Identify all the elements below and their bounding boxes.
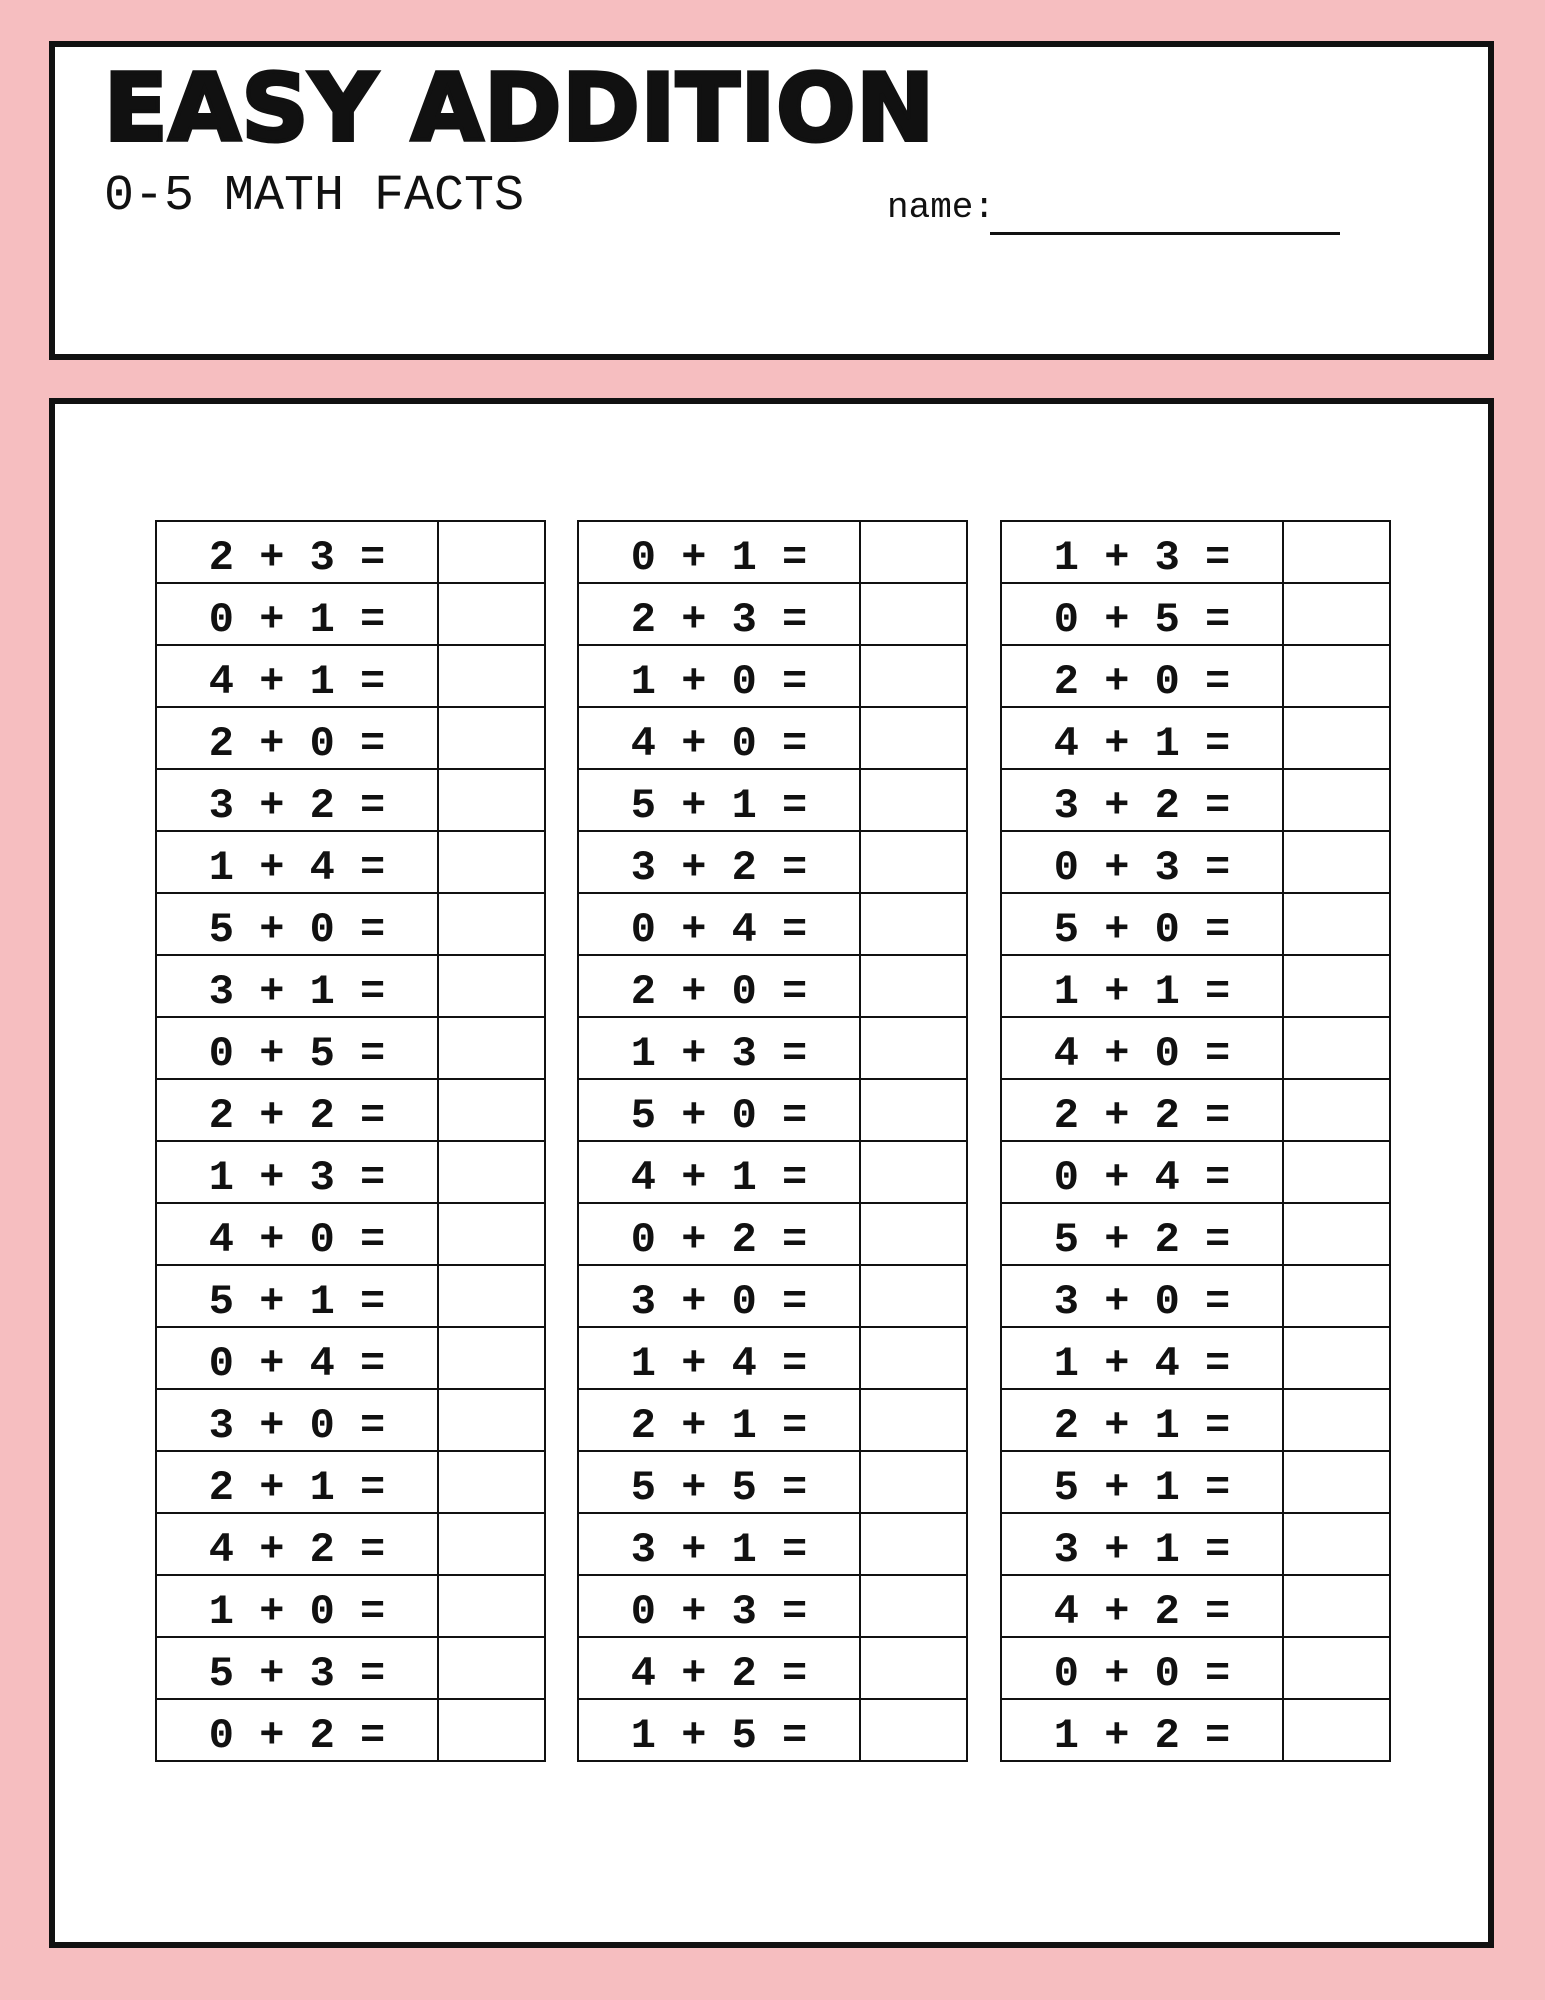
problem-text: 1 + 3 =	[1001, 521, 1283, 583]
problem-row	[1001, 955, 1390, 1017]
problem-text: 2 + 1 =	[578, 1389, 860, 1451]
problem-column-1	[155, 520, 546, 1762]
answer-box[interactable]	[1283, 1575, 1390, 1637]
problem-row	[156, 955, 545, 1017]
problem-row	[156, 521, 545, 583]
problem-text: 4 + 2 =	[1001, 1575, 1283, 1637]
problem-row	[578, 1513, 967, 1575]
problem-text: 4 + 0 =	[156, 1203, 438, 1265]
problem-row	[578, 1699, 967, 1761]
answer-box[interactable]	[1283, 831, 1390, 893]
name-label: name:	[887, 187, 996, 228]
problem-row	[1001, 1451, 1390, 1513]
problem-row	[1001, 1513, 1390, 1575]
problem-row	[1001, 1017, 1390, 1079]
answer-box[interactable]	[860, 1389, 967, 1451]
problem-text: 2 + 2 =	[1001, 1079, 1283, 1141]
answer-box[interactable]	[438, 1513, 545, 1575]
problem-text: 4 + 2 =	[578, 1637, 860, 1699]
answer-box[interactable]	[1283, 769, 1390, 831]
answer-box[interactable]	[860, 769, 967, 831]
answer-box[interactable]	[1283, 645, 1390, 707]
problem-text: 1 + 4 =	[156, 831, 438, 893]
problem-text: 3 + 1 =	[578, 1513, 860, 1575]
answer-box[interactable]	[860, 893, 967, 955]
problem-text: 0 + 4 =	[578, 893, 860, 955]
problem-row	[578, 1451, 967, 1513]
problem-row	[156, 1327, 545, 1389]
problem-text: 4 + 0 =	[578, 707, 860, 769]
problem-text: 0 + 0 =	[1001, 1637, 1283, 1699]
problem-text: 3 + 1 =	[156, 955, 438, 1017]
problem-row	[578, 831, 967, 893]
problem-text: 0 + 2 =	[156, 1699, 438, 1761]
answer-box[interactable]	[1283, 1389, 1390, 1451]
problem-text: 5 + 1 =	[578, 769, 860, 831]
answer-box[interactable]	[438, 1017, 545, 1079]
problem-row	[1001, 1141, 1390, 1203]
problem-text: 5 + 1 =	[156, 1265, 438, 1327]
answer-box[interactable]	[860, 521, 967, 583]
problem-row	[156, 1079, 545, 1141]
answer-box[interactable]	[438, 1141, 545, 1203]
answer-box[interactable]	[438, 1265, 545, 1327]
problem-text: 0 + 2 =	[578, 1203, 860, 1265]
problem-row	[156, 1203, 545, 1265]
answer-box[interactable]	[860, 1141, 967, 1203]
answer-box[interactable]	[860, 831, 967, 893]
answer-box[interactable]	[438, 645, 545, 707]
problem-row	[1001, 1327, 1390, 1389]
problem-row	[578, 1141, 967, 1203]
problem-row	[156, 583, 545, 645]
problem-text: 2 + 3 =	[156, 521, 438, 583]
answer-box[interactable]	[438, 893, 545, 955]
problem-row	[578, 1637, 967, 1699]
problem-row	[1001, 1265, 1390, 1327]
answer-box[interactable]	[438, 583, 545, 645]
answer-box[interactable]	[438, 1079, 545, 1141]
problem-row	[578, 1575, 967, 1637]
problem-text: 5 + 5 =	[578, 1451, 860, 1513]
problem-text: 3 + 2 =	[156, 769, 438, 831]
answer-box[interactable]	[438, 1575, 545, 1637]
problem-row	[156, 1389, 545, 1451]
problem-row	[578, 955, 967, 1017]
answer-box[interactable]	[860, 645, 967, 707]
problem-text: 1 + 0 =	[156, 1575, 438, 1637]
problem-text: 2 + 0 =	[1001, 645, 1283, 707]
answer-box[interactable]	[1283, 1699, 1390, 1761]
problem-row	[578, 769, 967, 831]
answer-box[interactable]	[438, 1389, 545, 1451]
problem-row	[1001, 893, 1390, 955]
answer-box[interactable]	[438, 521, 545, 583]
answer-box[interactable]	[860, 707, 967, 769]
problem-text: 0 + 3 =	[578, 1575, 860, 1637]
problem-text: 1 + 3 =	[578, 1017, 860, 1079]
problem-text: 4 + 1 =	[156, 645, 438, 707]
problem-text: 1 + 5 =	[578, 1699, 860, 1761]
answer-box[interactable]	[1283, 1513, 1390, 1575]
answer-box[interactable]	[1283, 1265, 1390, 1327]
problem-row	[1001, 1389, 1390, 1451]
answer-box[interactable]	[1283, 583, 1390, 645]
problem-text: 5 + 2 =	[1001, 1203, 1283, 1265]
problem-row	[1001, 521, 1390, 583]
problem-text: 4 + 1 =	[578, 1141, 860, 1203]
answer-box[interactable]	[438, 1699, 545, 1761]
problem-text: 5 + 0 =	[1001, 893, 1283, 955]
answer-box[interactable]	[1283, 893, 1390, 955]
problem-row	[1001, 1203, 1390, 1265]
problem-text: 0 + 4 =	[1001, 1141, 1283, 1203]
answer-box[interactable]	[1283, 955, 1390, 1017]
problem-text: 3 + 2 =	[1001, 769, 1283, 831]
problem-text: 3 + 0 =	[578, 1265, 860, 1327]
answer-box[interactable]	[1283, 521, 1390, 583]
answer-box[interactable]	[860, 1451, 967, 1513]
problem-text: 1 + 4 =	[1001, 1327, 1283, 1389]
problem-text: 3 + 1 =	[1001, 1513, 1283, 1575]
answer-box[interactable]	[860, 1513, 967, 1575]
problem-row	[156, 1699, 545, 1761]
answer-box[interactable]	[860, 1699, 967, 1761]
answer-box[interactable]	[860, 1637, 967, 1699]
problem-row	[1001, 1699, 1390, 1761]
problem-text: 4 + 2 =	[156, 1513, 438, 1575]
problem-row	[578, 1327, 967, 1389]
problem-row	[156, 707, 545, 769]
answer-box[interactable]	[1283, 1451, 1390, 1513]
problem-text: 2 + 3 =	[578, 583, 860, 645]
answer-box[interactable]	[860, 1017, 967, 1079]
name-field[interactable]	[990, 232, 1340, 235]
problem-row	[578, 1017, 967, 1079]
problem-text: 1 + 4 =	[578, 1327, 860, 1389]
problem-text: 0 + 3 =	[1001, 831, 1283, 893]
problem-text: 5 + 0 =	[578, 1079, 860, 1141]
problem-row	[156, 1513, 545, 1575]
answer-box[interactable]	[860, 583, 967, 645]
problem-row	[156, 1017, 545, 1079]
problem-text: 5 + 0 =	[156, 893, 438, 955]
problem-text: 5 + 1 =	[1001, 1451, 1283, 1513]
answer-box[interactable]	[1283, 1203, 1390, 1265]
problem-row	[156, 1141, 545, 1203]
problem-row	[1001, 583, 1390, 645]
answer-box[interactable]	[860, 1575, 967, 1637]
problem-text: 1 + 0 =	[578, 645, 860, 707]
problem-row	[1001, 1637, 1390, 1699]
problem-row	[578, 1265, 967, 1327]
problem-text: 0 + 1 =	[156, 583, 438, 645]
problem-row	[578, 521, 967, 583]
problem-row	[1001, 831, 1390, 893]
problem-row	[156, 1637, 545, 1699]
answer-box[interactable]	[438, 955, 545, 1017]
answer-box[interactable]	[860, 1265, 967, 1327]
problem-text: 3 + 0 =	[1001, 1265, 1283, 1327]
problem-row	[578, 583, 967, 645]
worksheet-subtitle: 0-5 MATH FACTS	[104, 168, 525, 225]
problem-row	[578, 645, 967, 707]
problem-text: 2 + 0 =	[156, 707, 438, 769]
problem-text: 2 + 0 =	[578, 955, 860, 1017]
answer-box[interactable]	[438, 1637, 545, 1699]
answer-box[interactable]	[438, 769, 545, 831]
problem-text: 1 + 2 =	[1001, 1699, 1283, 1761]
answer-box[interactable]	[438, 1203, 545, 1265]
problem-row	[578, 1079, 967, 1141]
problem-text: 0 + 5 =	[1001, 583, 1283, 645]
problem-column-2	[577, 520, 968, 1762]
answer-box[interactable]	[860, 1203, 967, 1265]
answer-box[interactable]	[1283, 1637, 1390, 1699]
problem-row	[156, 1451, 545, 1513]
answer-box[interactable]	[1283, 1327, 1390, 1389]
problem-text: 1 + 3 =	[156, 1141, 438, 1203]
problem-text: 2 + 1 =	[156, 1451, 438, 1513]
problem-row	[156, 831, 545, 893]
problem-row	[578, 1389, 967, 1451]
problem-text: 4 + 1 =	[1001, 707, 1283, 769]
problem-row	[156, 645, 545, 707]
problem-text: 5 + 3 =	[156, 1637, 438, 1699]
problem-row	[1001, 645, 1390, 707]
problem-text: 4 + 0 =	[1001, 1017, 1283, 1079]
answer-box[interactable]	[1283, 1141, 1390, 1203]
answer-box[interactable]	[860, 1079, 967, 1141]
worksheet-title: EASY ADDITION	[104, 54, 936, 162]
problem-row	[1001, 707, 1390, 769]
problem-text: 3 + 2 =	[578, 831, 860, 893]
problem-text: 2 + 2 =	[156, 1079, 438, 1141]
problem-text: 0 + 4 =	[156, 1327, 438, 1389]
problem-row	[156, 1265, 545, 1327]
problem-column-3	[1000, 520, 1391, 1762]
answer-box[interactable]	[1283, 707, 1390, 769]
answer-box[interactable]	[438, 1451, 545, 1513]
problem-row	[1001, 1575, 1390, 1637]
problem-text: 1 + 1 =	[1001, 955, 1283, 1017]
problem-text: 2 + 1 =	[1001, 1389, 1283, 1451]
answer-box[interactable]	[438, 831, 545, 893]
answer-box[interactable]	[438, 707, 545, 769]
problem-text: 0 + 5 =	[156, 1017, 438, 1079]
problem-text: 3 + 0 =	[156, 1389, 438, 1451]
problem-row	[156, 769, 545, 831]
problem-row	[156, 893, 545, 955]
answer-box[interactable]	[860, 955, 967, 1017]
problem-row	[1001, 769, 1390, 831]
problem-row	[578, 893, 967, 955]
problem-row	[1001, 1079, 1390, 1141]
problem-row	[578, 707, 967, 769]
problem-row	[578, 1203, 967, 1265]
answer-box[interactable]	[438, 1327, 545, 1389]
answer-box[interactable]	[1283, 1017, 1390, 1079]
answer-box[interactable]	[1283, 1079, 1390, 1141]
answer-box[interactable]	[860, 1327, 967, 1389]
problem-text: 0 + 1 =	[578, 521, 860, 583]
problem-row	[156, 1575, 545, 1637]
